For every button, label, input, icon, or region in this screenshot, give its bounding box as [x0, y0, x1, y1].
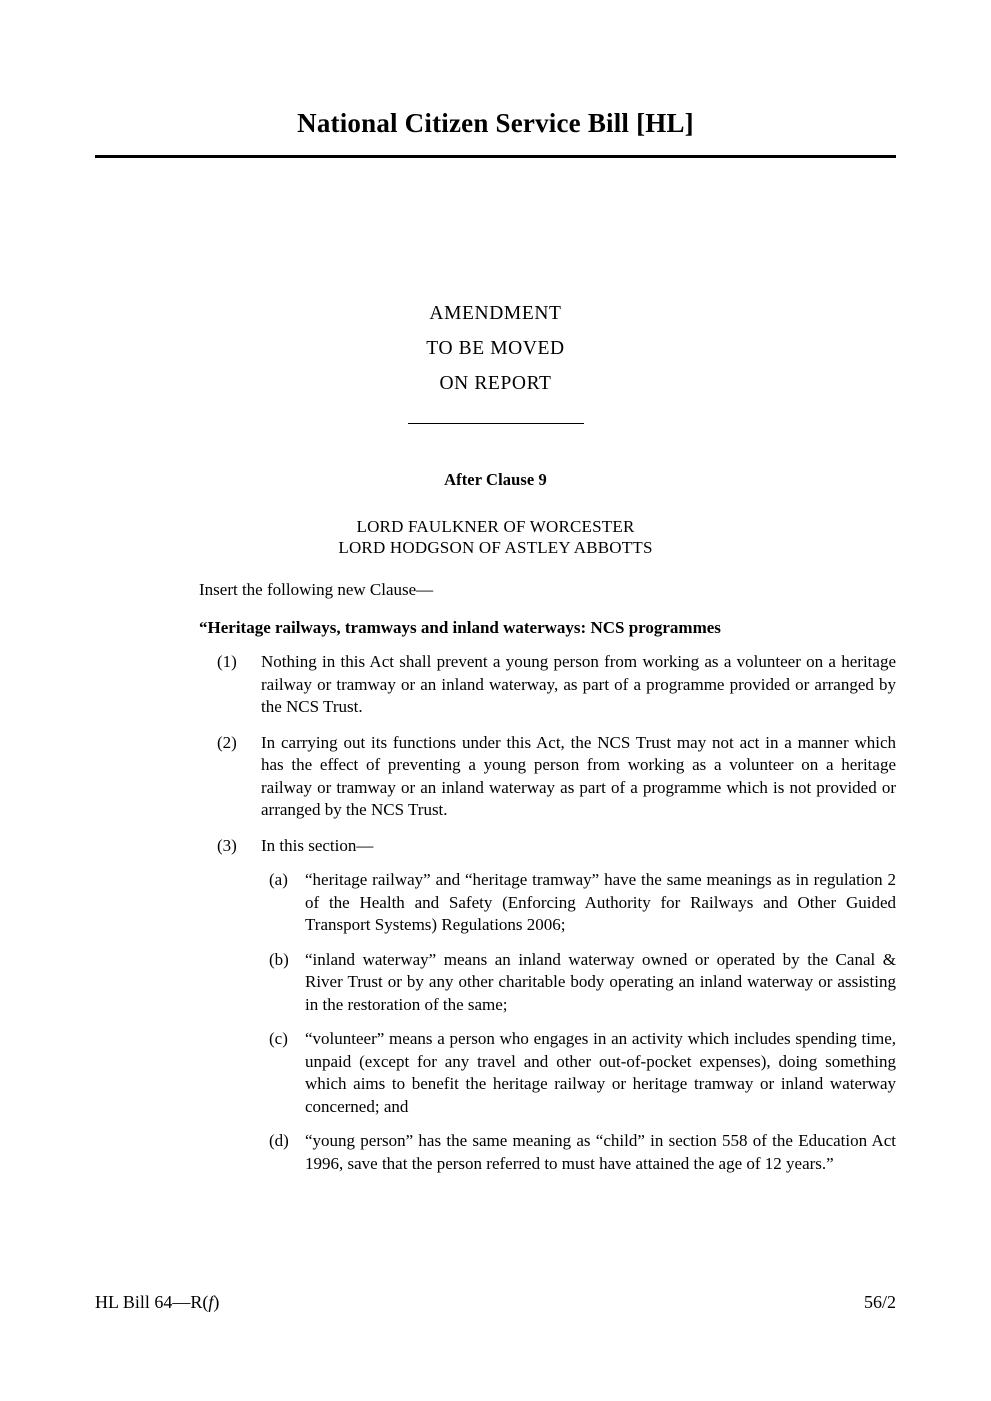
subparagraph-letter: (d)	[269, 1131, 289, 1150]
page-footer	[95, 1292, 896, 1313]
amendment-headings	[0, 296, 991, 401]
subparagraph-letter: (a)	[269, 870, 288, 889]
paragraph-number: (2)	[217, 732, 237, 752]
subparagraph-text: “inland waterway” means an inland waterway owned or operated by the Canal & River Trust or by any other charitable body operating an inland waterway or assisting in the restoration of the same;	[305, 949, 896, 1014]
sponsor-name: LORD HODGSON OF ASTLEY ABBOTTS	[338, 538, 653, 557]
paragraph-number: (1)	[217, 652, 237, 671]
lettered-subparagraph	[95, 1028, 896, 1118]
bill-reference	[95, 1292, 219, 1313]
heading-on-report: ON REPORT	[439, 373, 552, 394]
amendment-body	[95, 580, 896, 1175]
sponsor-list	[0, 516, 991, 558]
paragraph-number: (3)	[217, 835, 237, 855]
bill-reference-prefix: HL Bill 64—R(	[95, 1292, 209, 1312]
title-divider	[95, 155, 896, 158]
lettered-subparagraph	[95, 949, 896, 1017]
numbered-paragraph	[95, 732, 896, 822]
page-number: 56/2	[863, 1292, 896, 1312]
subparagraph-text: “volunteer” means a person who engages in an activity which includes spending time, unpaid (except for any travel and other out-of-pocket expenses), doing something which aims to benefit the heritage railway or heritage tramway or inland waterway concerned; and	[305, 1029, 896, 1116]
heading-to-be-moved: TO BE MOVED	[426, 338, 565, 359]
paragraph-text: Nothing in this Act shall prevent a young person from working as a volunteer on a heritage railway or tramway or an inland waterway, as part of a programme provided or arranged by the NCS Trust.	[261, 652, 896, 716]
subparagraph-text: “heritage railway” and “heritage tramway” have the same meanings as in regulation 2 of the Health and Safety (Enforcing Authority for Railways and Other Guided Transport Systems) Regulations 2006;	[305, 870, 896, 934]
new-clause-title: “Heritage railways, tramways and inland waterways: NCS programmes	[199, 618, 721, 637]
subparagraph-text: “young person” has the same meaning as “child” in section 558 of the Education Act 1996, save that the person referred to must have attained the age of 12 years.”	[305, 1131, 896, 1173]
clause-heading: After Clause 9	[444, 470, 547, 489]
numbered-paragraph	[95, 651, 896, 719]
paragraph-text: In carrying out its functions under this Act, the NCS Trust may not act in a manner which has the effect of preventing a young person from working as a volunteer on a heritage railway or tramway or an inland waterway as part of a programme which is not provided or arranged by the NCS Trust.	[261, 732, 896, 819]
sponsor-name: LORD FAULKNER OF WORCESTER	[356, 517, 635, 536]
section-divider	[408, 423, 584, 424]
page-title: National Citizen Service Bill [HL]	[297, 108, 694, 138]
subparagraph-letter: (c)	[269, 1029, 288, 1048]
subparagraph-letter: (b)	[269, 949, 289, 969]
heading-amendment: AMENDMENT	[429, 303, 562, 324]
bill-reference-italic: f	[208, 1292, 214, 1312]
lettered-subparagraph	[95, 1130, 896, 1175]
numbered-paragraph	[95, 835, 896, 858]
lettered-subparagraph	[95, 869, 896, 937]
paragraph-text: In this section—	[261, 835, 374, 855]
insert-instruction: Insert the following new Clause—	[199, 580, 434, 599]
bill-reference-suffix: )	[213, 1292, 220, 1312]
